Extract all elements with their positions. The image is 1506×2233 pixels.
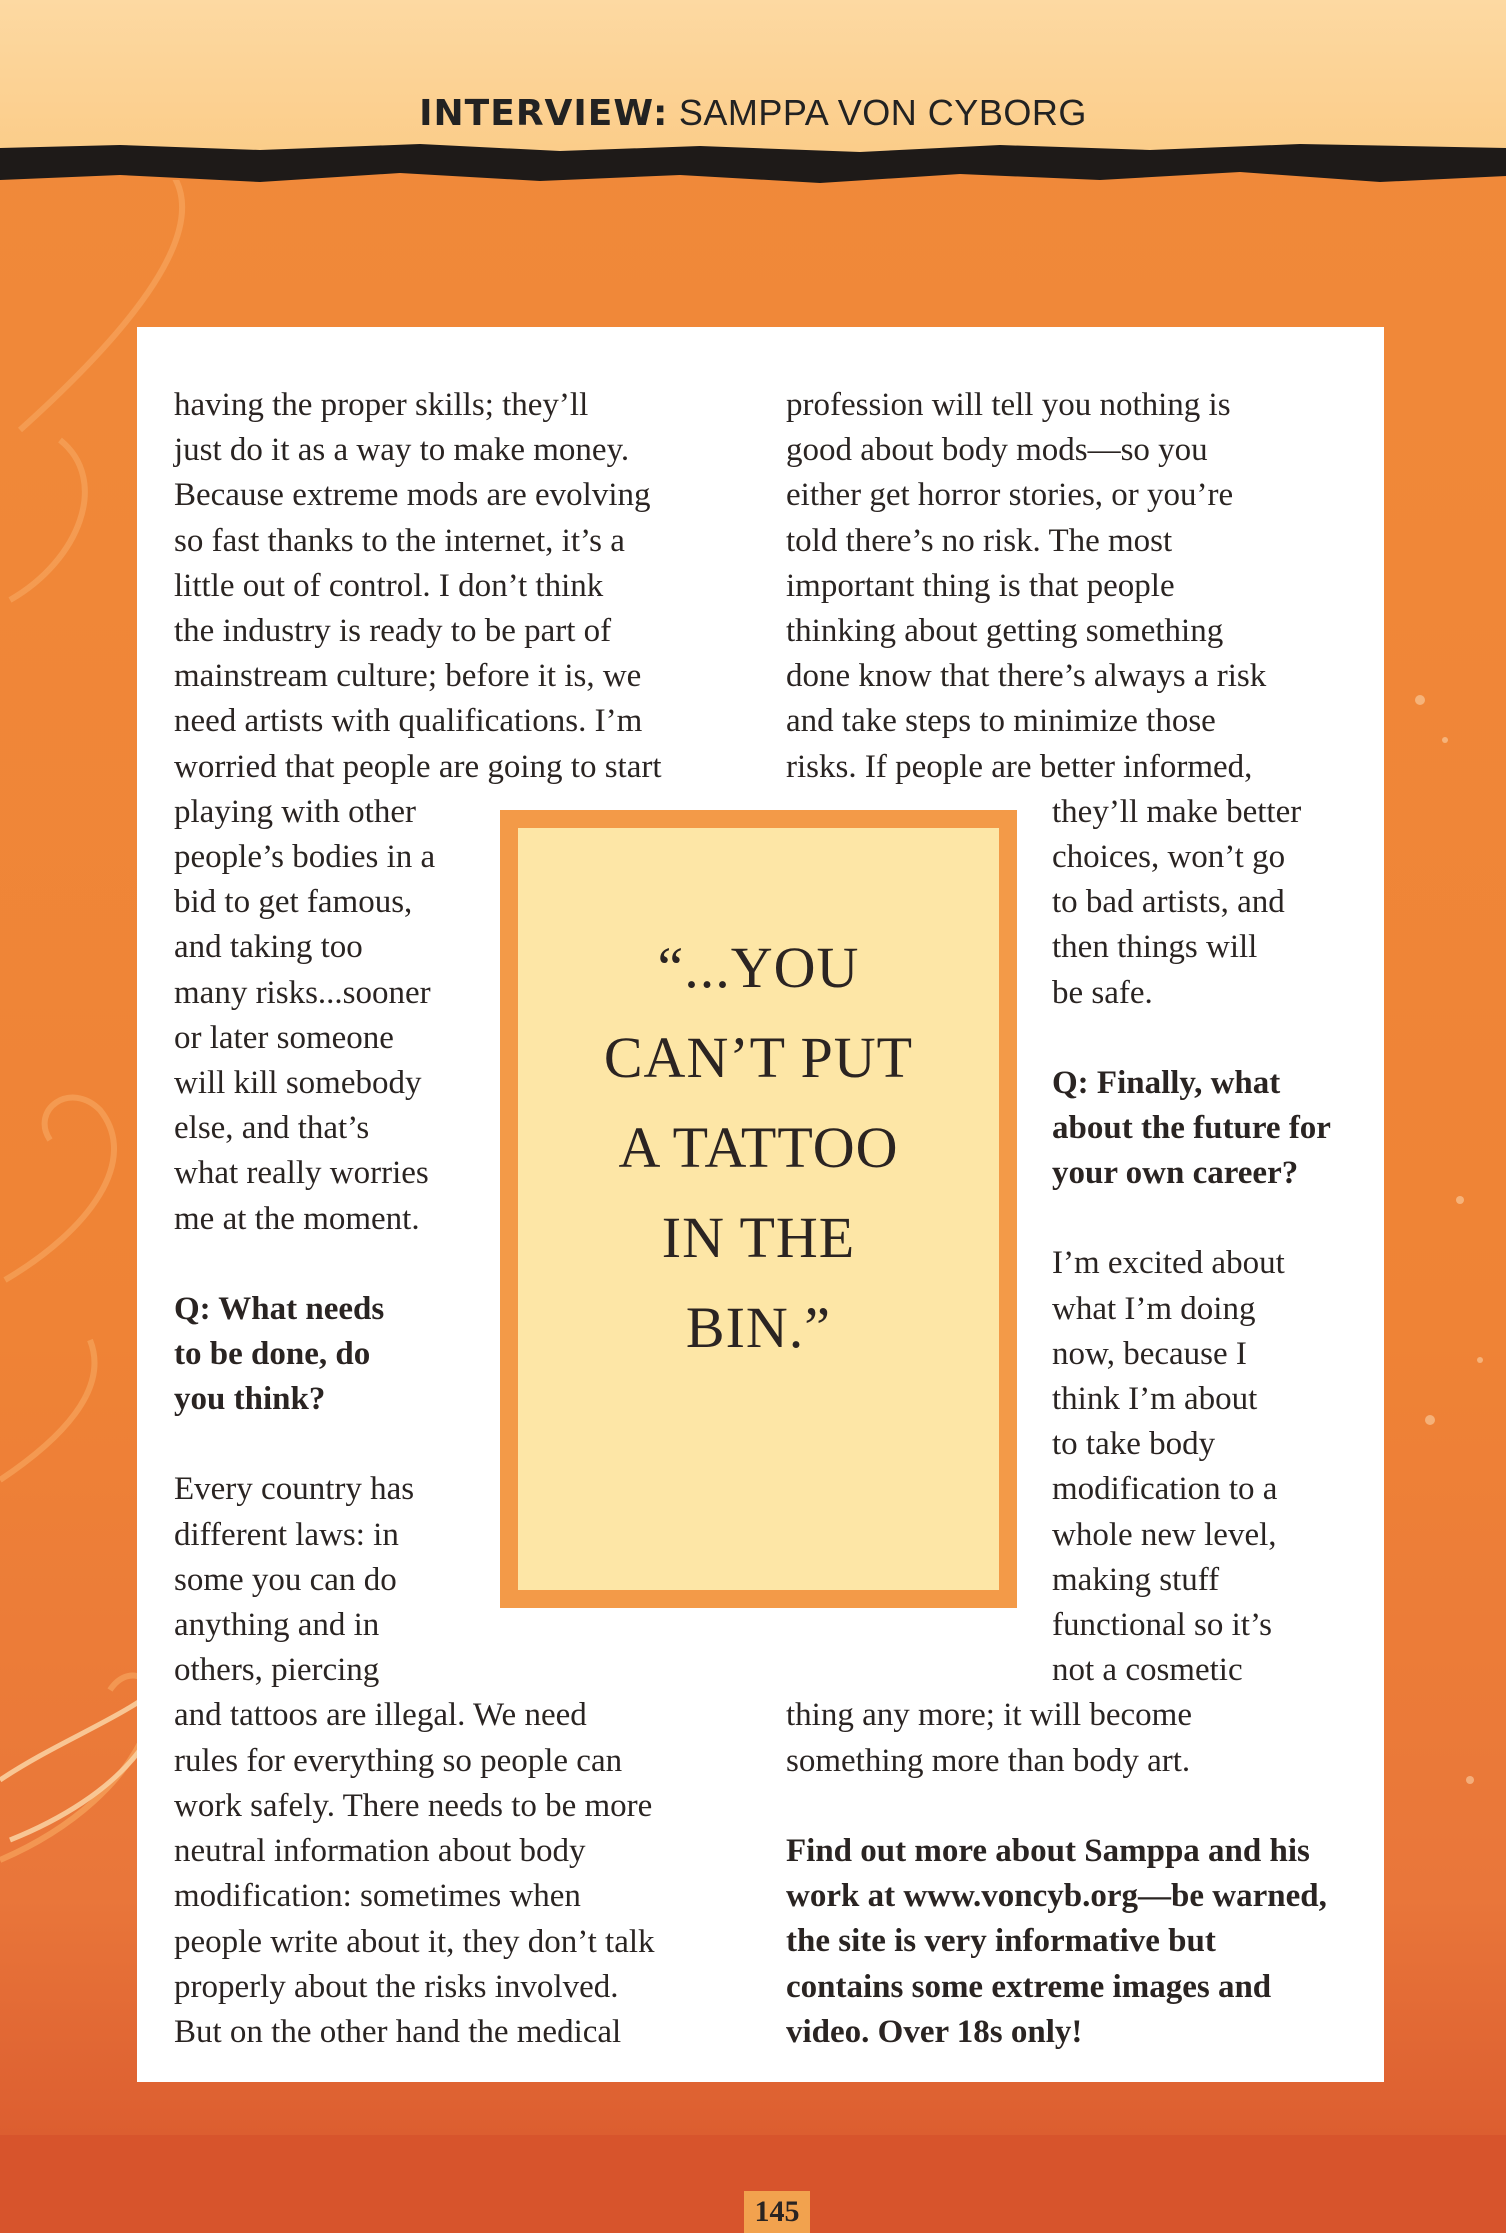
text-line: contains some extreme images and <box>786 1968 1272 2005</box>
text-line: properly about the risks involved. <box>174 1968 619 2005</box>
text-line: work safely. There needs to be more <box>174 1787 653 1824</box>
text-line: mainstream culture; before it is, we <box>174 658 642 695</box>
text-line: I’m excited about <box>1052 1245 1285 1282</box>
text-line: others, piercing <box>174 1652 380 1689</box>
text-line: Q: Finally, what <box>1052 1064 1281 1101</box>
header-subject: SAMPPA VON CYBORG <box>678 92 1087 133</box>
torn-strip-divider <box>0 142 1506 192</box>
text-line: be safe. <box>1052 974 1153 1011</box>
text-line: done know that there’s always a risk <box>786 658 1267 695</box>
text-line: But on the other hand the medical <box>174 2013 622 2050</box>
text-line: worried that people are going to start <box>174 748 662 785</box>
header-band <box>0 0 1506 160</box>
text-line: or later someone <box>174 1019 394 1056</box>
text-line: what I’m doing <box>1052 1290 1256 1327</box>
text-line: people write about it, they don’t talk <box>174 1923 655 1960</box>
text-line: having the proper skills; they’ll <box>174 387 589 423</box>
page-number: 145 <box>744 2191 810 2233</box>
pull-quote-box <box>500 810 1017 1608</box>
text-line: then things will <box>1052 929 1258 966</box>
text-line: not a cosmetic <box>1052 1652 1243 1689</box>
text-line: thinking about getting something <box>786 613 1224 650</box>
text-line: different laws: in <box>174 1516 399 1553</box>
text-line: so fast thanks to the internet, it’s a <box>174 522 625 559</box>
text-line: rules for everything so people can <box>174 1742 623 1779</box>
text-line: about the future for <box>1052 1110 1331 1147</box>
page-header <box>0 92 1506 134</box>
text-line: anything and in <box>174 1607 380 1644</box>
text-line: now, because I <box>1052 1335 1247 1372</box>
text-line: some you can do <box>174 1561 397 1598</box>
pull-quote-text: “...YOU CAN’T PUT A TATTOO IN THE BIN.” <box>603 935 914 1360</box>
text-line: Every country has <box>174 1471 415 1508</box>
text-line: else, and that’s <box>174 1110 370 1147</box>
text-line: many risks...sooner <box>174 974 431 1011</box>
text-line: choices, won’t go <box>1052 839 1286 876</box>
text-line: functional so it’s <box>1052 1607 1272 1644</box>
text-line: little out of control. I don’t think <box>174 567 604 604</box>
text-line: whole new level, <box>1052 1516 1277 1553</box>
text-line: told there’s no risk. The most <box>786 522 1173 559</box>
text-line: good about body mods—so you <box>786 432 1208 469</box>
text-line: either get horror stories, or you’re <box>786 477 1234 514</box>
text-line: Find out more about Samppa and his <box>786 1832 1310 1869</box>
text-line: important thing is that people <box>786 567 1175 604</box>
text-line: modification: sometimes when <box>174 1878 581 1915</box>
text-line: me at the moment. <box>174 1200 420 1237</box>
text-line: neutral information about body <box>174 1833 586 1870</box>
text-line: need artists with qualifications. I’m <box>174 703 643 740</box>
text-line: modification to a <box>1052 1471 1278 1508</box>
text-line: something more than body art. <box>786 1742 1191 1779</box>
text-line: they’ll make better <box>1052 793 1302 830</box>
text-line: bid to get famous, <box>174 884 413 921</box>
text-line: to take body <box>1052 1426 1216 1463</box>
text-line: to be done, do <box>174 1336 371 1373</box>
text-line: video. Over 18s only! <box>786 2013 1083 2050</box>
text-line: and taking too <box>174 929 363 966</box>
text-line: Q: What needs <box>174 1290 385 1327</box>
text-line: and take steps to minimize those <box>786 703 1216 740</box>
text-line: what really worries <box>174 1155 429 1192</box>
text-line: you think? <box>174 1381 326 1418</box>
text-line: your own career? <box>1052 1155 1299 1192</box>
text-line: the industry is ready to be part of <box>174 613 612 650</box>
question-heading-1 <box>174 1287 474 1423</box>
text-line: just do it as a way to make money. <box>174 432 630 469</box>
text-line: risks. If people are better informed, <box>786 748 1253 785</box>
spacer <box>786 1784 1356 1829</box>
text-line: playing with other <box>174 793 416 830</box>
text-line: making stuff <box>1052 1561 1220 1598</box>
text-line: thing any more; it will become <box>786 1697 1192 1734</box>
text-line: to bad artists, and <box>1052 884 1285 921</box>
text-line: the site is very informative but <box>786 1923 1216 1960</box>
text-line: Because extreme mods are evolving <box>174 477 651 514</box>
closing-note <box>786 1829 1356 2055</box>
text-line: people’s bodies in a <box>174 839 436 876</box>
text-line: work at www.voncyb.org—be warned, <box>786 1878 1327 1915</box>
text-line: will kill somebody <box>174 1065 422 1102</box>
text-line: and tattoos are illegal. We need <box>174 1697 587 1734</box>
header-label: INTERVIEW: <box>419 93 669 134</box>
text-line: profession will tell you nothing is <box>786 387 1231 423</box>
text-line: think I’m about <box>1052 1381 1258 1418</box>
